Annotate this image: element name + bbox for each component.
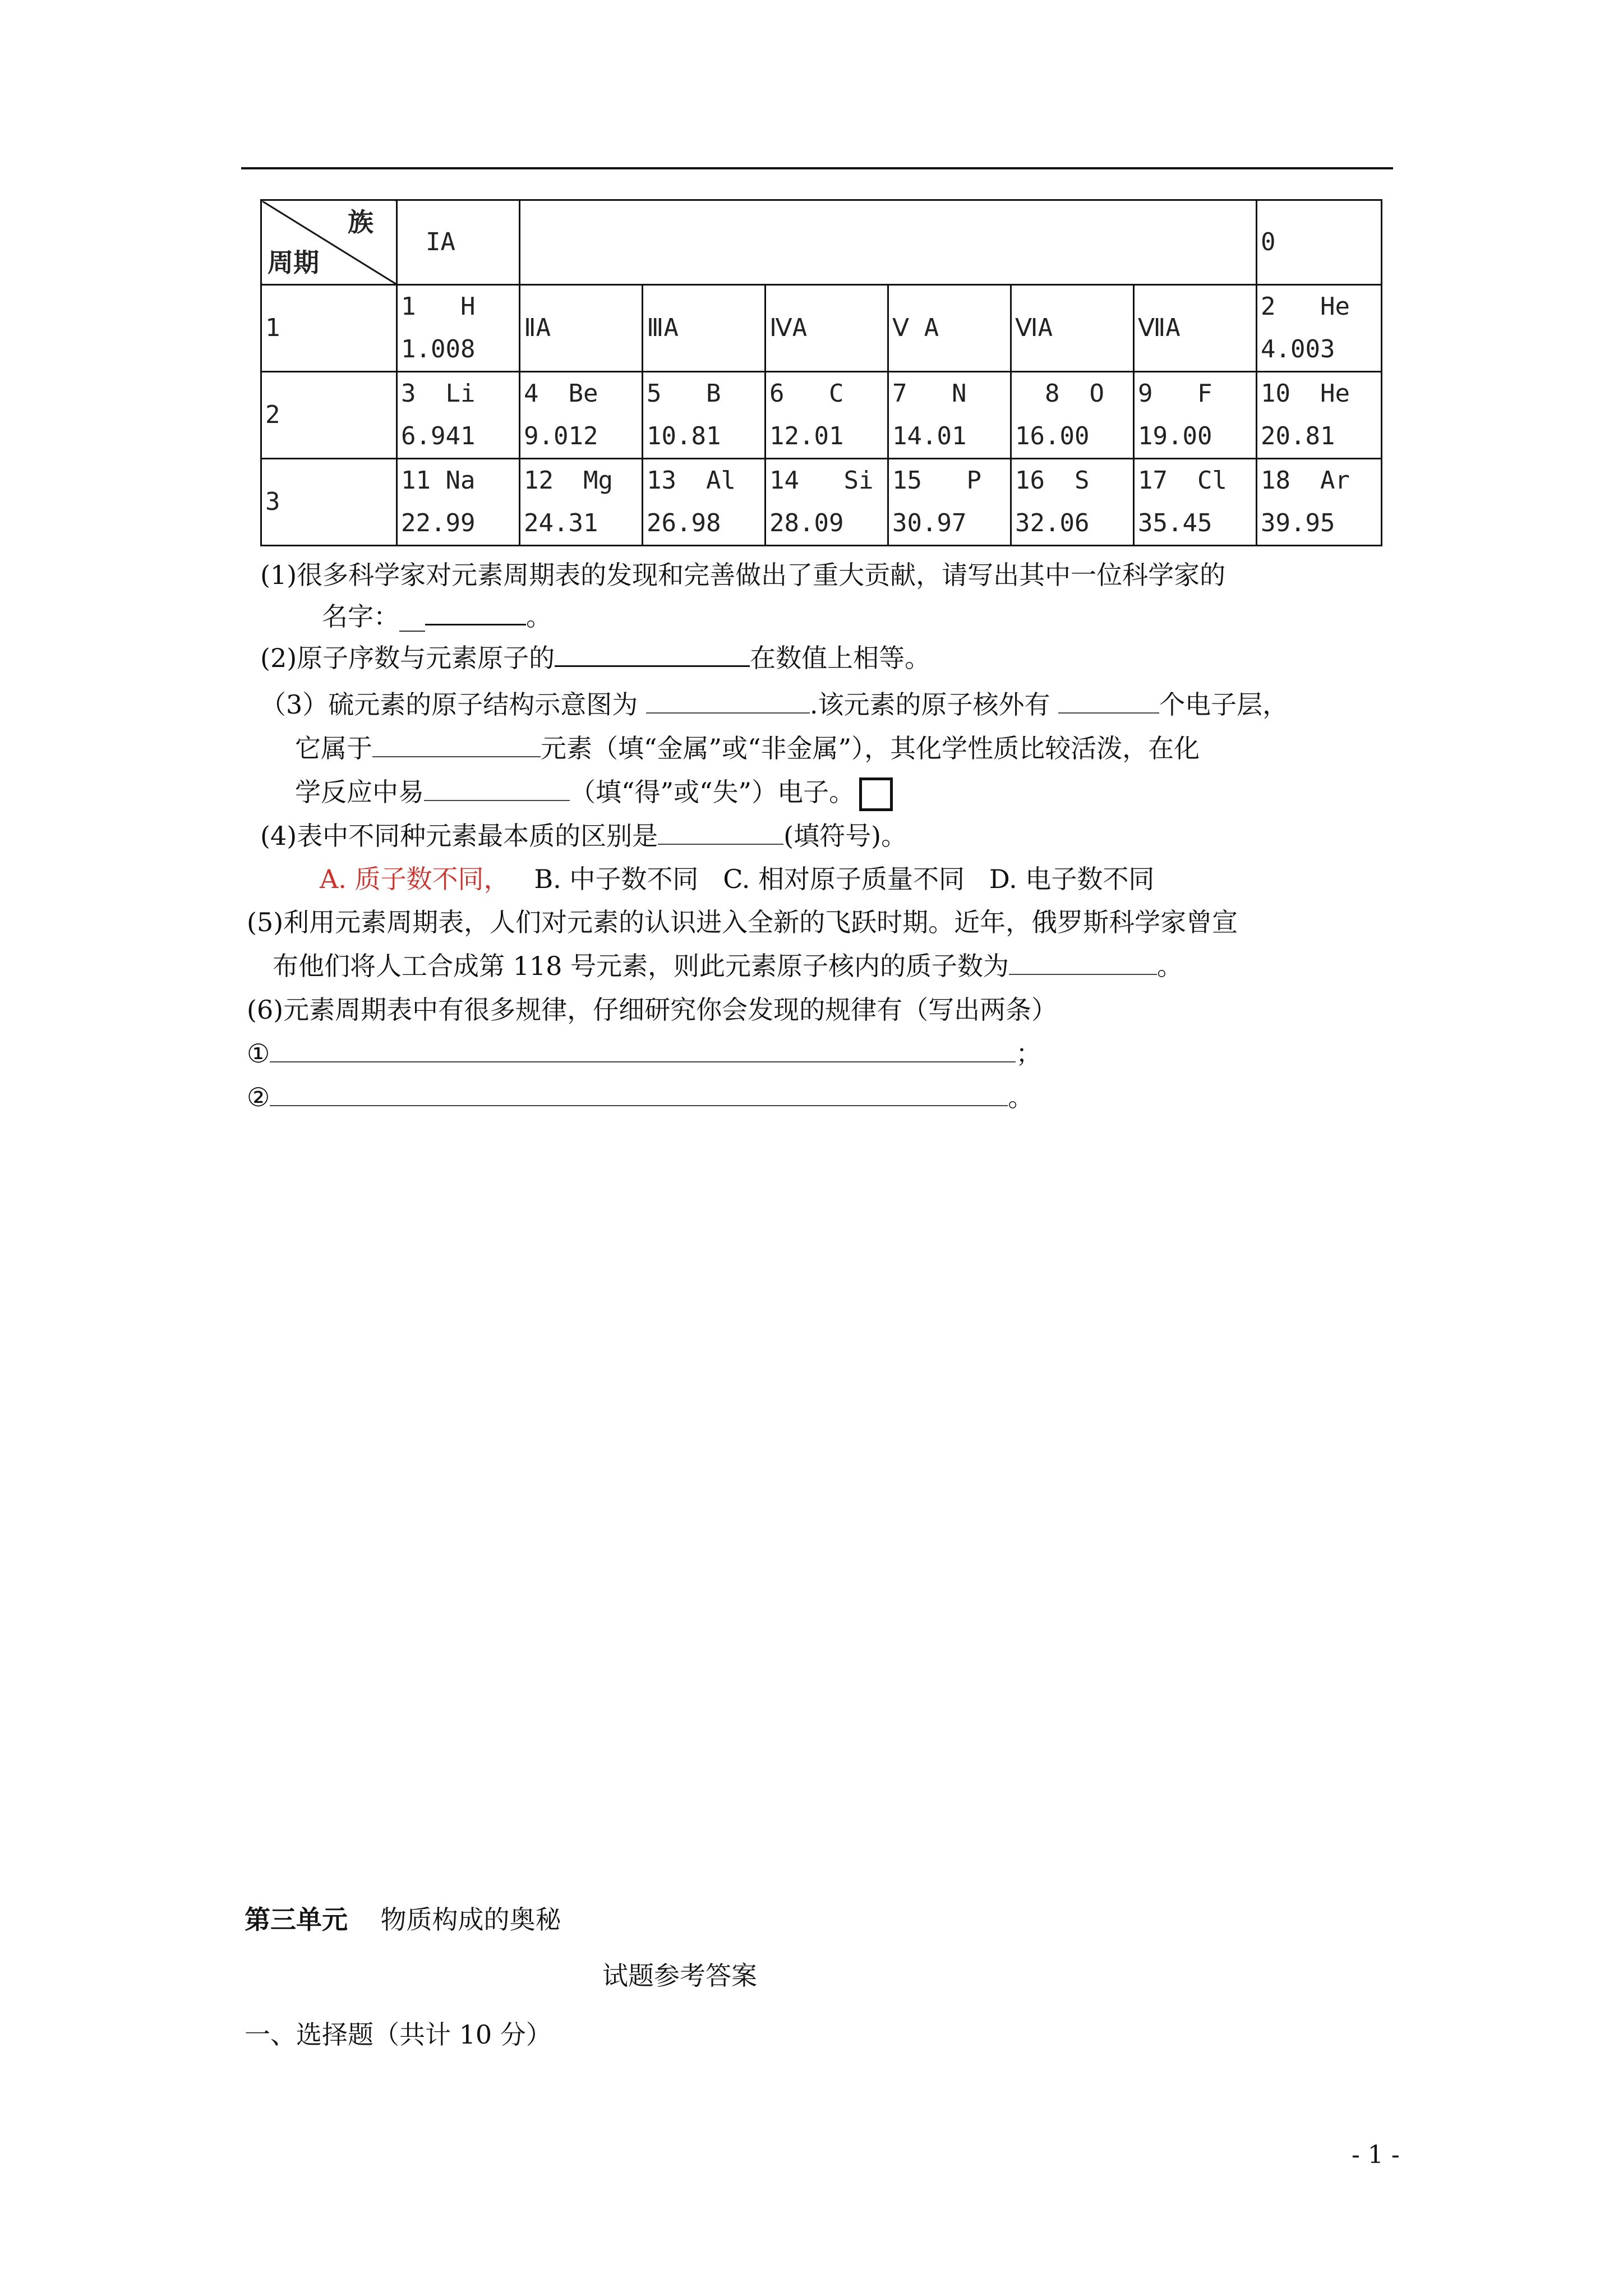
- element-mass: 12.01: [769, 422, 844, 450]
- element-cell: [397, 285, 520, 372]
- rule-1-marker: ①: [247, 1038, 270, 1069]
- element-cell: [397, 372, 520, 459]
- question-1-prefix: 名字：__: [322, 601, 425, 632]
- header-rule: [241, 167, 1393, 169]
- element-mass: 35.45: [1138, 509, 1212, 537]
- element-mass: 9.012: [524, 422, 598, 450]
- table-row: [261, 459, 1382, 546]
- element-mass: 4.003: [1261, 335, 1335, 364]
- question-1-suffix: 。: [526, 601, 552, 632]
- question-4-prefix: (4)表中不同种元素最本质的区别是: [260, 821, 658, 851]
- question-4: [260, 818, 907, 854]
- element-symbol: 7 N: [892, 379, 967, 408]
- question-5-prefix: 布他们将人工合成第 118 号元素，则此元素原子核内的质子数为: [273, 951, 1009, 981]
- element-cell: [1011, 372, 1134, 459]
- question-4-options: [320, 861, 1154, 897]
- element-symbol: 15 P: [892, 466, 981, 495]
- table-corner-cell: [261, 200, 397, 285]
- table-row: [261, 372, 1382, 459]
- question-1-line-2: [322, 598, 552, 634]
- element-mass: 32.06: [1015, 509, 1090, 537]
- question-5-line-2: [273, 948, 1183, 984]
- element-mass: 22.99: [401, 509, 476, 537]
- element-cell: [643, 459, 766, 546]
- rule-1-end: ；: [1016, 1038, 1042, 1069]
- question-2-prefix: (2)原子序数与元素原子的: [260, 643, 555, 673]
- group-heading: 族: [348, 207, 374, 237]
- element-mass: 30.97: [892, 509, 967, 537]
- group-label: ⅥA: [1011, 285, 1134, 372]
- unit-heading: [245, 1902, 561, 1938]
- header-group-zero: 0: [1257, 200, 1382, 285]
- table-header-row: [261, 200, 1382, 285]
- header-group-ia: IA: [397, 200, 520, 285]
- rule-2-marker: ②: [247, 1082, 270, 1112]
- question-5-suffix: 。: [1157, 951, 1183, 981]
- answer-blank[interactable]: [270, 1036, 1016, 1062]
- question-1-line-1: (1)很多科学家对元素周期表的发现和完善做出了重大贡献，请写出其中一位科学家的: [260, 560, 1226, 590]
- element-cell: [397, 459, 520, 546]
- element-mass: 20.81: [1261, 422, 1335, 450]
- answer-blank[interactable]: [658, 818, 783, 845]
- group-label: Ⅴ A: [888, 285, 1011, 372]
- element-symbol: 17 Cl: [1138, 466, 1227, 495]
- element-mass: 16.00: [1015, 422, 1090, 450]
- element-symbol: 16 S: [1015, 466, 1090, 495]
- rule-line-1: [247, 1036, 1041, 1071]
- answer-blank[interactable]: [555, 639, 750, 667]
- element-symbol: 8 O: [1015, 379, 1104, 408]
- checkbox[interactable]: [859, 777, 893, 811]
- element-cell: [1134, 459, 1257, 546]
- section-heading: 一、选择题（共计 10 分）: [245, 2019, 552, 2050]
- question-2: [260, 639, 930, 676]
- element-cell: [1257, 372, 1382, 459]
- question-4-suffix: (填符号)。: [783, 821, 907, 851]
- unit-title: 第三单元: [245, 1904, 348, 1935]
- periodic-table: [260, 199, 1382, 546]
- question-3-line-3: [295, 774, 893, 811]
- element-mass: 1.008: [401, 335, 476, 364]
- element-cell: [520, 459, 643, 546]
- question-3-line-2-prefix: 它属于: [295, 733, 372, 763]
- page-number: - 1 -: [1352, 2141, 1400, 2169]
- element-symbol: 13 Al: [647, 466, 736, 495]
- rule-2-end: 。: [1008, 1082, 1034, 1112]
- question-3-line-3-prefix: 学反应中易: [295, 777, 424, 807]
- header-middle-blank: [520, 200, 1257, 285]
- group-label: ⅦA: [1134, 285, 1257, 372]
- element-symbol: 2 He: [1261, 292, 1350, 321]
- question-3-line-2-suffix: 元素（填“金属”或“非金属”），其化学性质比较活泼，在化: [541, 733, 1200, 763]
- element-symbol: 11 Na: [401, 466, 476, 495]
- element-mass: 14.01: [892, 422, 967, 450]
- group-label: ⅢA: [643, 285, 766, 372]
- group-label: ⅣA: [766, 285, 888, 372]
- answer-blank[interactable]: [424, 774, 570, 801]
- period-number: 2: [261, 372, 397, 459]
- answer-blank[interactable]: [1058, 687, 1159, 714]
- element-symbol: 6 C: [769, 379, 844, 408]
- element-cell: [888, 459, 1011, 546]
- element-symbol: 4 Be: [524, 379, 598, 408]
- element-mass: 26.98: [647, 509, 721, 537]
- element-symbol: 3 Li: [401, 379, 476, 408]
- group-label: ⅡA: [520, 285, 643, 372]
- element-mass: 6.941: [401, 422, 476, 450]
- element-cell: [1011, 459, 1134, 546]
- element-cell: [766, 372, 888, 459]
- answer-blank[interactable]: [646, 687, 810, 714]
- period-heading: 周期: [268, 247, 319, 278]
- element-mass: 10.81: [647, 422, 721, 450]
- element-cell: [1134, 372, 1257, 459]
- element-cell: [1257, 459, 1382, 546]
- question-3-prefix: （3）硫元素的原子结构示意图为: [260, 689, 646, 720]
- answer-key-title: 试题参考答案: [602, 1961, 757, 1991]
- question-6: (6)元素周期表中有很多规律，仔细研究你会发现的规律有（写出两条）: [247, 995, 1058, 1025]
- option-a: A. 质子数不同，: [320, 864, 510, 894]
- element-mass: 24.31: [524, 509, 598, 537]
- element-mass: 19.00: [1138, 422, 1212, 450]
- element-cell: [1257, 285, 1382, 372]
- question-3-line-1: [260, 687, 1288, 723]
- rule-line-2: [247, 1079, 1034, 1115]
- element-cell: [520, 372, 643, 459]
- element-cell: [643, 372, 766, 459]
- answer-blank[interactable]: [1009, 948, 1157, 975]
- element-symbol: 14 Si: [769, 466, 874, 495]
- element-mass: 39.95: [1261, 509, 1335, 537]
- answer-blank[interactable]: [425, 598, 526, 625]
- period-number: 3: [261, 459, 397, 546]
- options-b-c-d: B. 中子数不同 C. 相对原子质量不同 D. 电子数不同: [509, 864, 1155, 894]
- unit-subtitle: 物质构成的奥秘: [380, 1904, 561, 1935]
- question-5-line-1: (5)利用元素周期表，人们对元素的认识进入全新的飞跃时期。近年，俄罗斯科学家曾宣: [247, 907, 1238, 937]
- question-2-suffix: 在数值上相等。: [750, 643, 931, 673]
- element-cell: [888, 372, 1011, 459]
- element-symbol: 1 H: [401, 292, 476, 321]
- element-symbol: 9 F: [1138, 379, 1212, 408]
- table-row: [261, 285, 1382, 372]
- answer-blank[interactable]: [270, 1079, 1008, 1106]
- question-3-line-2: [295, 730, 1200, 766]
- element-symbol: 18 Ar: [1261, 466, 1350, 495]
- answer-blank[interactable]: [372, 730, 541, 757]
- element-symbol: 12 Mg: [524, 466, 613, 495]
- question-3-middle: .该元素的原子核外有: [809, 689, 1059, 720]
- question-3-suffix: 个电子层，: [1159, 689, 1289, 720]
- element-cell: [766, 459, 888, 546]
- element-symbol: 5 B: [647, 379, 721, 408]
- question-3-line-3-suffix: （填“得”或“失”）电子。: [570, 777, 855, 807]
- period-number: 1: [261, 285, 397, 372]
- element-mass: 28.09: [769, 509, 844, 537]
- element-symbol: 10 He: [1261, 379, 1350, 408]
